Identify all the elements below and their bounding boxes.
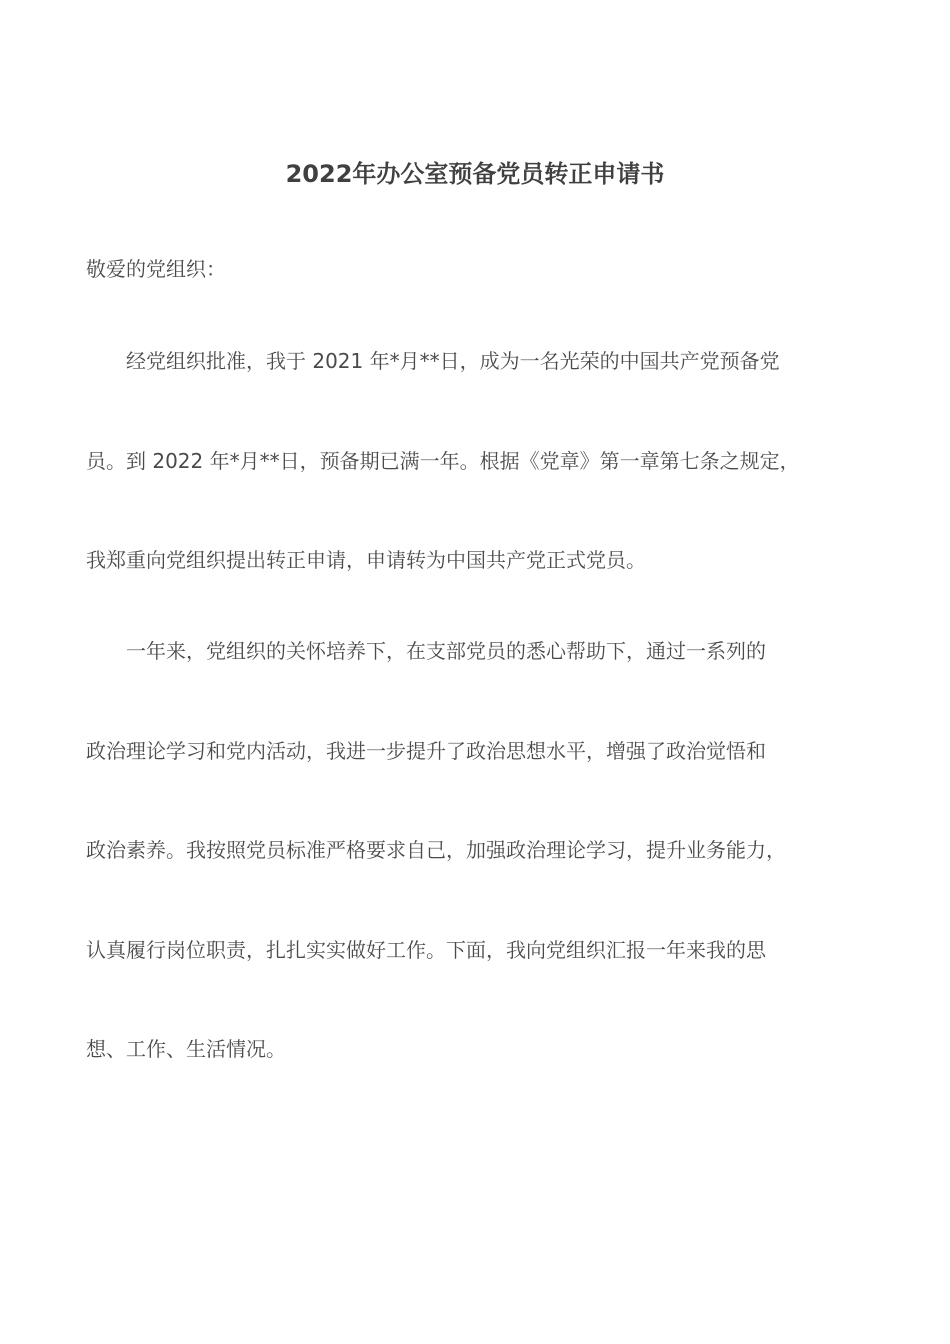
paragraph-2-line-4: 认真履行岗位职责，扎扎实实做好工作。下面，我向党组织汇报一年来我的思 xyxy=(86,938,766,962)
paragraph-2-line-2: 政治理论学习和党内活动，我进一步提升了政治思想水平，增强了政治觉悟和 xyxy=(86,739,766,763)
salutation: 敬爱的党组织： xyxy=(86,257,226,281)
paragraph-1-line-3: 我郑重向党组织提出转正申请，申请转为中国共产党正式党员。 xyxy=(86,548,646,572)
paragraph-1-line-1: 经党组织批准，我于 2021 年*月**日，成为一名光荣的中国共产党预备党 xyxy=(126,349,780,373)
paragraph-2-line-3: 政治素养。我按照党员标准严格要求自己，加强政治理论学习，提升业务能力， xyxy=(86,838,786,862)
document-title: 2022年办公室预备党员转正申请书 xyxy=(285,160,665,188)
paragraph-1-line-2: 员。到 2022 年*月**日，预备期已满一年。根据《党章》第一章第七条之规定， xyxy=(86,449,800,473)
paragraph-2-line-1: 一年来，党组织的关怀培养下，在支部党员的悉心帮助下，通过一系列的 xyxy=(126,639,766,663)
paragraph-2-line-5: 想、工作、生活情况。 xyxy=(86,1037,286,1061)
